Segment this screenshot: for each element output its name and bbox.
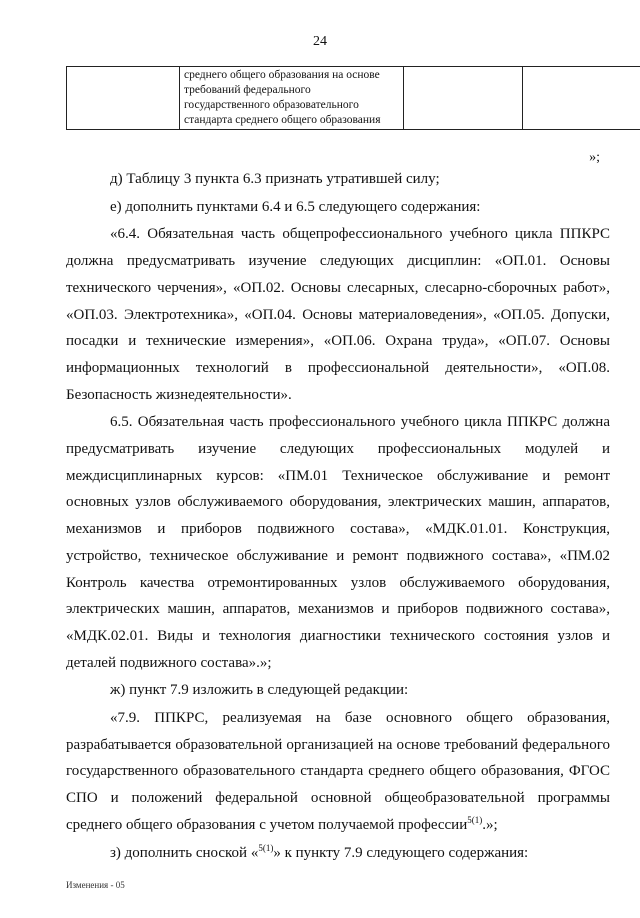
table-fragment [66,66,640,130]
paragraph-zh: ж) пункт 7.9 изложить в следующей редакции: [110,682,409,699]
paragraph-6-5: 6.5. Обязательная часть профессионального учебного цикла ППКРС должна предусматривать изучение следующих профессиональных модулей и междисциплинарных курсов: «ПМ.01 Техническое обслуживание и ремонт основных узлов обслуживаемого оборудования, электрических машин, аппаратов, механизмов и приборов подвижного состава», «МДК.01.01. Конструкция, устройство, техническое обслуживание и ремонт подвижного состава», «ПМ.02 Контроль качества отремонтированных узлов обслуживаемого оборудования, электрических машин, аппаратов, механизмов и приборов подвижного состава», «МДК.02.01. Виды и технология диагностики технического состояния узлов и деталей подвижного состава».»; [66,414,610,671]
paragraph-d: д) Таблицу 3 пункта 6.3 признать утратившей силу; [110,171,440,187]
table-closing-quote: »; [589,150,600,165]
table-row [67,67,640,130]
paragraph-7-9 [66,705,610,839]
table-cell-4 [523,67,640,130]
footnote-mark-5-1: 5(1) [258,842,274,853]
table-cell-1 [67,67,180,130]
paragraph-e: е) дополнить пунктами 6.4 и 6.5 следующего содержания: [110,198,481,215]
document-body [66,166,610,866]
footer-note: Изменения - 05 [66,880,125,890]
paragraph-z [66,840,610,867]
paragraph-7-9-text: «7.9. ППКРС, реализуемая на базе основного общего образования, разрабатывается образовательной организацией на основе требований федерального государственного образовательного стандарта среднего общего образования, ФГОС СПО и положений федеральной основной общеобразовательной программы среднего общего образования с учетом получаемой профессии [66,710,610,833]
page-number: 24 [313,34,327,49]
table-cell-2: среднего общего образования на основе требований федерального государственного образовательного стандарта среднего общего образования [180,67,404,130]
paragraph-z-end: » к пункту 7.9 следующего содержания: [273,844,529,861]
paragraph-7-9-end: .»; [482,816,498,833]
footnote-ref-5-1: 5(1) [467,814,483,825]
paragraph-z-start: з) дополнить сноской « [110,844,259,861]
table-cell-3 [404,67,523,130]
paragraph-6-4: «6.4. Обязательная часть общепрофессионального учебного цикла ППКРС должна предусматривать изучение следующих дисциплин: «ОП.01. Основы технического черчения», «ОП.02. Основы слесарных, слесарно-сборочных работ», «ОП.03. Электротехника», «ОП.04. Основы материаловедения», «ОП.05. Допуски, посадки и технические измерения», «ОП.06. Охрана труда», «ОП.07. Основы информационных технологий в профессиональной деятельности», «ОП.08. Безопасность жизнедеятельности». [66,226,610,403]
